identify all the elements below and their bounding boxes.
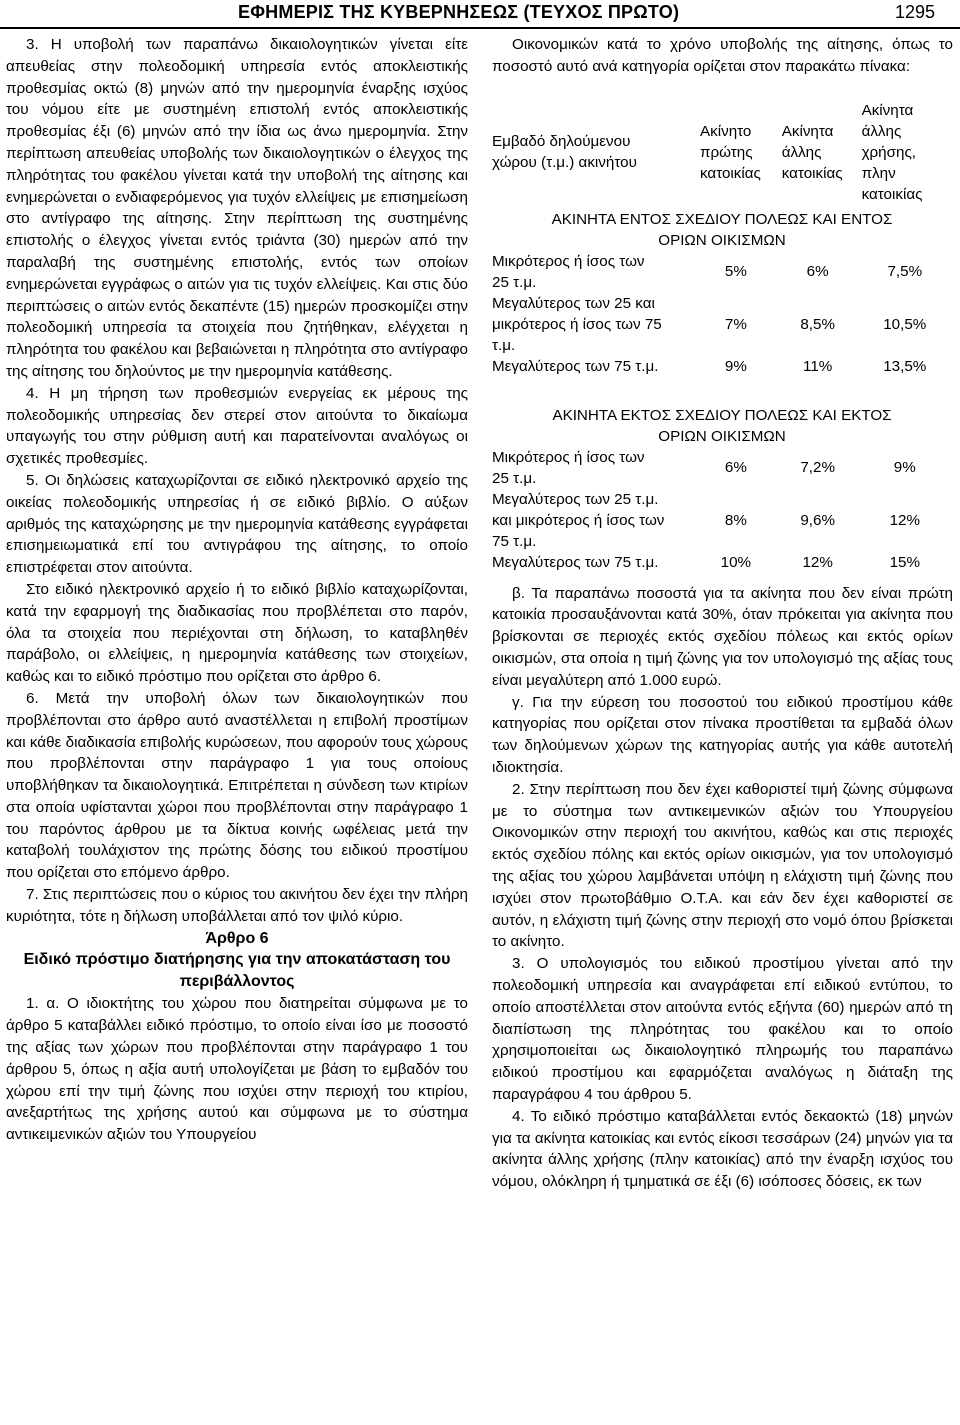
rate-other-use: 12%	[889, 511, 920, 529]
row-label: Μικρότερος ή ίσος των 25 τ.μ.	[492, 448, 645, 487]
rate-other-home: 12%	[802, 553, 833, 571]
rate-other-home: 6%	[806, 263, 829, 281]
paragraph-3-fine: 3. Ο υπολογισμός του ειδικού προστίμου γίνεται από την πολεοδομική υπηρεσία και αναγράφεται επί ειδικού εντύπου, το οποίο αποστέλλεται στον αιτούντα εντός εξήντα (60) ημερών από τη διαπίστωση της πληρότητας του φακέλου και το οποίο χρησιμοποιείται ως δικαιολογητικό πληρωμής του παραπάνω ειδικού προστίμου και εφαρμόζεται αναλόγως η διάταξη της παραγράφου 4 του άρθρου 5.	[492, 955, 953, 1103]
paragraph-2: 2. Στην περίπτωση που δεν έχει καθοριστεί τιμή ζώνης σύμφωνα με το σύστημα των αντικειμενικών αξιών του Υπουργείου Οικονομικών στην περιοχή του ακινήτου, καθώς και στις περιοχές εκτός σχεδίου πόλης και εκτός ορίων οικισμών, για τον υπολογισμό της αξίας του χώρου λαμβάνεται υπόψη η ελάχιστη τιμή ζώνης που ισχύει στον πρωτοβάθμιο Ο.Τ.Α. και εάν δεν έχει καθοριστεί σε αυτόν, η ελάχιστη τιμή ζώνης στην περιοχή στο νομό όπου βρίσκεται το ακίνητο.	[492, 780, 953, 951]
table-row	[492, 447, 952, 489]
article-number: Άρθρο 6	[205, 929, 269, 947]
paragraph-7: 7. Στις περιπτώσεις που ο κύριος του ακινήτου δεν έχει την πλήρη κυριότητα, τότε η δήλωση υποβάλλεται από τον ψιλό κύριο.	[6, 886, 469, 925]
left-column	[6, 34, 468, 1146]
header-other-use: Ακίνητα άλλης χρήσης, πλην κατοικίας	[861, 101, 923, 203]
paragraph-6: 6. Μετά την υποβολή όλων των δικαιολογητικών που προβλέπονται στο άρθρο αυτό αναστέλλεται η επιβολή προστίμων και κάθε διαδικασία επιβολής κυρώσεων, που αφορούν τους χώρους που προβλέπονται στην παράγραφο 1 για τους οποίους υποβλήθηκαν τα δικαιολογητικά. Επιτρέπεται η σύνδεση των κτιρίων στα οποία υφίστανται χώροι που προβλέπονται στην παράγραφο 1 του παρόντος άρθρου με τα δίκτυα κοινής ωφέλειας μετά την καταβολή τουλάχιστον της πρώτης δόσης του ειδικού προστίμου που ορίζεται στο επόμενο άρθρο.	[6, 689, 468, 882]
paragraph-5: 5. Οι δηλώσεις καταχωρίζονται σε ειδικό ηλεκτρονικό αρχείο της οικείας πολεοδομικής υπηρεσίας ή σε ειδικό βιβλίο. Ο αύξων αριθμός της καταχώρησης με την ημερομηνία κατάθεσης εγγράφεται επισημειωματικά επί του αντιγράφου της αίτησης, το οποίο επιστρέφεται στον αιτούντα.	[6, 471, 468, 577]
right-column	[492, 34, 953, 1193]
zone-row	[492, 405, 952, 447]
paragraph-4-fine: 4. Το ειδικό πρόστιμο καταβάλλεται εντός δεκαοκτώ (18) μηνών για τα ακίνητα κατοικίας και εντός είκοσι τεσσάρων (24) μηνών για τα ακίνητα άλλης χρήσης (πλην κατοικίας) από την έναρξη ισχύος του νόμου, ολόκληρη ή τμηματικά σε έξι (6) ισόποσες δόσεις, εκ των	[492, 1107, 953, 1191]
table-row	[492, 293, 952, 356]
rate-other-use: 10,5%	[883, 315, 927, 333]
paragraph-b: β. Τα παραπάνω ποσοστά για τα ακίνητα που δεν είναι πρώτη κατοικία προσαυξάνονται κατά 30%, όταν πρόκειται για ακίνητα που βρίσκονται σε περιοχές εκτός σχεδίου πόλεως και εκτός ορίων οικισμών, στα οποία η τιμή ζώνης για τον υπολογισμό της αξίας τους είναι μεγαλύτερη από 1.000 ευρώ.	[492, 584, 953, 689]
rate-first-home: 5%	[724, 263, 747, 281]
fine-rate-table	[492, 100, 952, 573]
table-row	[492, 251, 952, 293]
row-label: Μεγαλύτερος των 75 τ.μ.	[492, 357, 659, 375]
row-label: Μεγαλύτερος των 25 και μικρότερος ή ίσος των 75 τ.μ.	[492, 294, 662, 354]
header-divider	[0, 27, 960, 29]
rate-first-home: 7%	[724, 315, 747, 333]
paragraph-intro: Οικονομικών κατά το χρόνο υποβολής της αίτησης, όπως το ποσοστό αυτό ανά κατηγορία ορίζεται στον παρακάτω πίνακα:	[492, 36, 953, 75]
rate-first-home: 6%	[724, 459, 747, 477]
header-first-home: Ακίνητο πρώτης κατοικίας	[700, 122, 761, 182]
zone-in-plan: ΑΚΙΝΗΤΑ ΕΝΤΟΣ ΣΧΕΔΙΟΥ ΠΟΛΕΩΣ ΚΑΙ ΕΝΤΟΣ ΟΡΙΩΝ ΟΙΚΙΣΜΩΝ	[551, 210, 893, 249]
row-label: Μεγαλύτερος των 25 τ.μ. και μικρότερος ή ίσος των 75 τ.μ.	[492, 490, 665, 550]
zone-row	[492, 205, 952, 251]
header-other-home: Ακίνητα άλλης κατοικίας	[781, 122, 843, 182]
page-header	[0, 0, 960, 30]
page-number: 1295	[895, 2, 936, 22]
row-label: Μικρότερος ή ίσος των 25 τ.μ.	[492, 252, 645, 291]
paragraph-5-cont: Στο ειδικό ηλεκτρονικό αρχείο ή το ειδικό βιβλίο καταχωρίζονται, κατά την εφαρμογή της διαδικασίας που προβλέπεται στο παρόν, όλα τα στοιχεία που περιέχονται στη δήλωση, το καταβληθέν παράβολο, οι ελλείψεις, η ημερομηνία κατάθεσης των στοιχείων, καθώς και το ειδικό πρόστιμο που ορίζεται στο άρθρο 6.	[6, 580, 468, 686]
table-row	[492, 356, 952, 377]
rate-other-home: 8,5%	[800, 315, 835, 333]
article-title: Ειδικό πρόστιμο διατήρησης για την αποκατάσταση του περιβάλλοντος	[23, 951, 451, 991]
rate-other-use: 13,5%	[883, 357, 927, 375]
rate-other-use: 9%	[893, 459, 916, 477]
rate-first-home: 8%	[724, 511, 747, 529]
row-label: Μεγαλύτερος των 75 τ.μ.	[492, 553, 659, 571]
table-row	[492, 552, 952, 573]
paragraph-c: γ. Για την εύρεση του ποσοστού του ειδικού προστίμου κάθε κατηγορίας που ορίζεται στον πίνακα προστίθεται τα εμβαδά όλων των δηλούμενων χώρων της κατηγορίας αυτής για κάθε αυτοτελή ιδιοκτησία.	[492, 693, 953, 776]
zone-out-plan: ΑΚΙΝΗΤΑ ΕΚΤΟΣ ΣΧΕΔΙΟΥ ΠΟΛΕΩΣ ΚΑΙ ΕΚΤΟΣ ΟΡΙΩΝ ΟΙΚΙΣΜΩΝ	[552, 406, 892, 445]
rate-first-home: 9%	[724, 357, 747, 375]
gazette-title: ΕΦΗΜΕΡΙΣ ΤΗΣ ΚΥΒΕΡΝΗΣΕΩΣ (ΤΕΥΧΟΣ ΠΡΩΤΟ)	[238, 2, 680, 22]
rate-other-use: 7,5%	[887, 263, 923, 281]
rate-first-home: 10%	[720, 553, 752, 571]
rate-other-home: 7,2%	[800, 459, 835, 477]
header-area: Εμβαδό δηλούμενου χώρου (τ.μ.) ακινήτου	[492, 133, 637, 172]
paragraph-1a: 1. α. Ο ιδιοκτήτης του χώρου που διατηρείται σύμφωνα με το άρθρο 5 καταβάλλει ειδικό πρόστιμο, το οποίο είναι ίσο με ποσοστό της αξίας των χώρων που προβλέπονται στην παράγραφο 1 του άρθρου 5, όπως η αξία αυτή υπολογίζεται με βάση το εμβαδόν του χώρου επί την τιμή ζώνης που ισχύει στην περιοχή του κτιρίου, ανεξαρτήτως της χρήσης αυτού και σύμφωνα με το σύστημα αντικειμενικών αξιών του Υπουργείου	[6, 995, 468, 1144]
rate-other-use: 15%	[889, 553, 920, 571]
rate-other-home: 11%	[803, 357, 833, 375]
rate-other-home: 9,6%	[800, 511, 835, 529]
table-spacer	[492, 377, 952, 405]
table-row	[492, 489, 952, 552]
table-header-row	[492, 100, 952, 205]
paragraph-4: 4. Η μη τήρηση των προθεσμιών ενεργείας εκ μέρους της πολεοδομικής υπηρεσίας δεν στερεί στον αιτούντα το δικαίωμα υπαγωγής του στην ρύθμιση αυτή και παρατείνονται αναλόγως οι σχετικές προθεσμίες.	[6, 384, 468, 468]
paragraph-3: 3. Η υποβολή των παραπάνω δικαιολογητικών γίνεται είτε απευθείας στην πολεοδομική υπηρεσία εντός αποκλειστικής προθεσμίας οκτώ (8) μηνών από την ημερομηνία έναρξης ισχύος του νόμου είτε με συστημένη επιστολή εντός αποκλειστικής προθεσμίας έξι (6) μηνών από την ίδια ως άνω ημερομηνία. Στην περίπτωση απευθείας υποβολής των δικαιολογητικών ο έλεγχος της πληρότητας του φακέλου γίνεται κατά την υποβολή της αίτησης και ενημερώνεται ο ενδιαφερόμενος για τυχόν ελλείψεις με επισημείωση στο αντίγραφο της αίτησης. Στην περίπτωση της συστημένης επιστολής ο έλεγχος γίνεται εντός τριάντα (30) ημερών από την παραλαβή της συστημένης επιστολής, εντός των οποίων ενημερώνεται εγγράφως ο αιτών για τις τυχόν ελλείψεις. Και στις δύο περιπτώσεις ο αιτών εντός δεκαπέντε (15) ημερών προσκομίζει στην πολεοδομική υπηρεσία τα στοιχεία που ζητήθηκαν, ελέγχεται η πληρότητα του φακέλου και βεβαιώνεται η πληρότητα στο αντίγραφο της αίτησης του δηλούντος με την ημερομηνία κατάθεσης.	[6, 36, 468, 380]
